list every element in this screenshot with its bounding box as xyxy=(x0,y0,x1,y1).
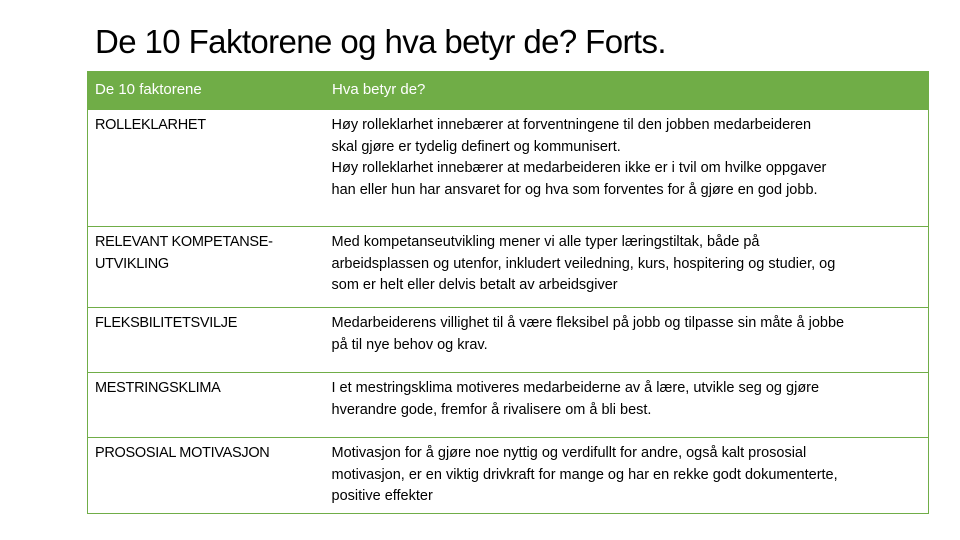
factor-cell: FLEKSBILITETSVILJE xyxy=(88,308,326,373)
factor-cell: RELEVANT KOMPETANSE-UTVIKLING xyxy=(88,227,326,308)
table-row xyxy=(88,373,929,438)
description-line: han eller hun har ansvaret for og hva som forventes for å gjøre en god jobb. xyxy=(331,181,818,198)
description-cell xyxy=(326,110,929,227)
description-line: på til nye behov og krav. xyxy=(331,336,488,353)
table-row xyxy=(88,110,929,227)
description-cell xyxy=(326,308,929,373)
description-cell xyxy=(326,227,929,308)
header-factors: De 10 faktorene xyxy=(88,71,326,110)
description-line: som er helt eller delvis betalt av arbeidsgiver xyxy=(331,277,618,293)
factor-cell: PROSOSIAL MOTIVASJON xyxy=(88,438,326,514)
description-line: hverandre gode, fremfor å rivalisere om å bli best. xyxy=(331,401,652,418)
description-line: Høy rolleklarhet innebærer at forventningene til den jobben medarbeideren xyxy=(331,117,812,133)
description-cell xyxy=(326,373,929,438)
description-line: motivasjon, er en viktig drivkraft for mange og har en rekke godt dokumenterte, xyxy=(331,466,838,483)
description-line: Høy rolleklarhet innebærer at medarbeideren ikke er i tvil om hvilke oppgaver xyxy=(331,160,827,176)
table-row xyxy=(88,438,929,514)
description-line: positive effekter xyxy=(331,488,433,504)
description-line: Med kompetanseutvikling mener vi alle typer læringstiltak, både på xyxy=(331,234,760,250)
description-line: arbeidsplassen og utenfor, inkludert veiledning, kurs, hospitering og studier, og xyxy=(331,255,836,272)
factor-cell: MESTRINGSKLIMA xyxy=(88,373,326,438)
description-line: skal gjøre er tydelig definert og kommunisert. xyxy=(331,138,621,155)
factors-table xyxy=(87,71,929,514)
table-header-row xyxy=(88,71,929,110)
description-line: Motivasjon for å gjøre noe nyttig og verdifullt for andre, også kalt prososial xyxy=(331,445,807,461)
table-row xyxy=(88,308,929,373)
header-meaning: Hva betyr de? xyxy=(326,71,929,110)
factor-cell: ROLLEKLARHET xyxy=(88,110,326,227)
slide-title: De 10 Faktorene og hva betyr de? Forts. xyxy=(95,23,666,60)
description-cell xyxy=(326,438,929,514)
description-line: I et mestringsklima motiveres medarbeiderne av å lære, utvikle seg og gjøre xyxy=(331,380,820,396)
table-row xyxy=(88,227,929,308)
description-line: Medarbeiderens villighet til å være fleksibel på jobb og tilpasse sin måte å jobbe xyxy=(331,315,845,331)
